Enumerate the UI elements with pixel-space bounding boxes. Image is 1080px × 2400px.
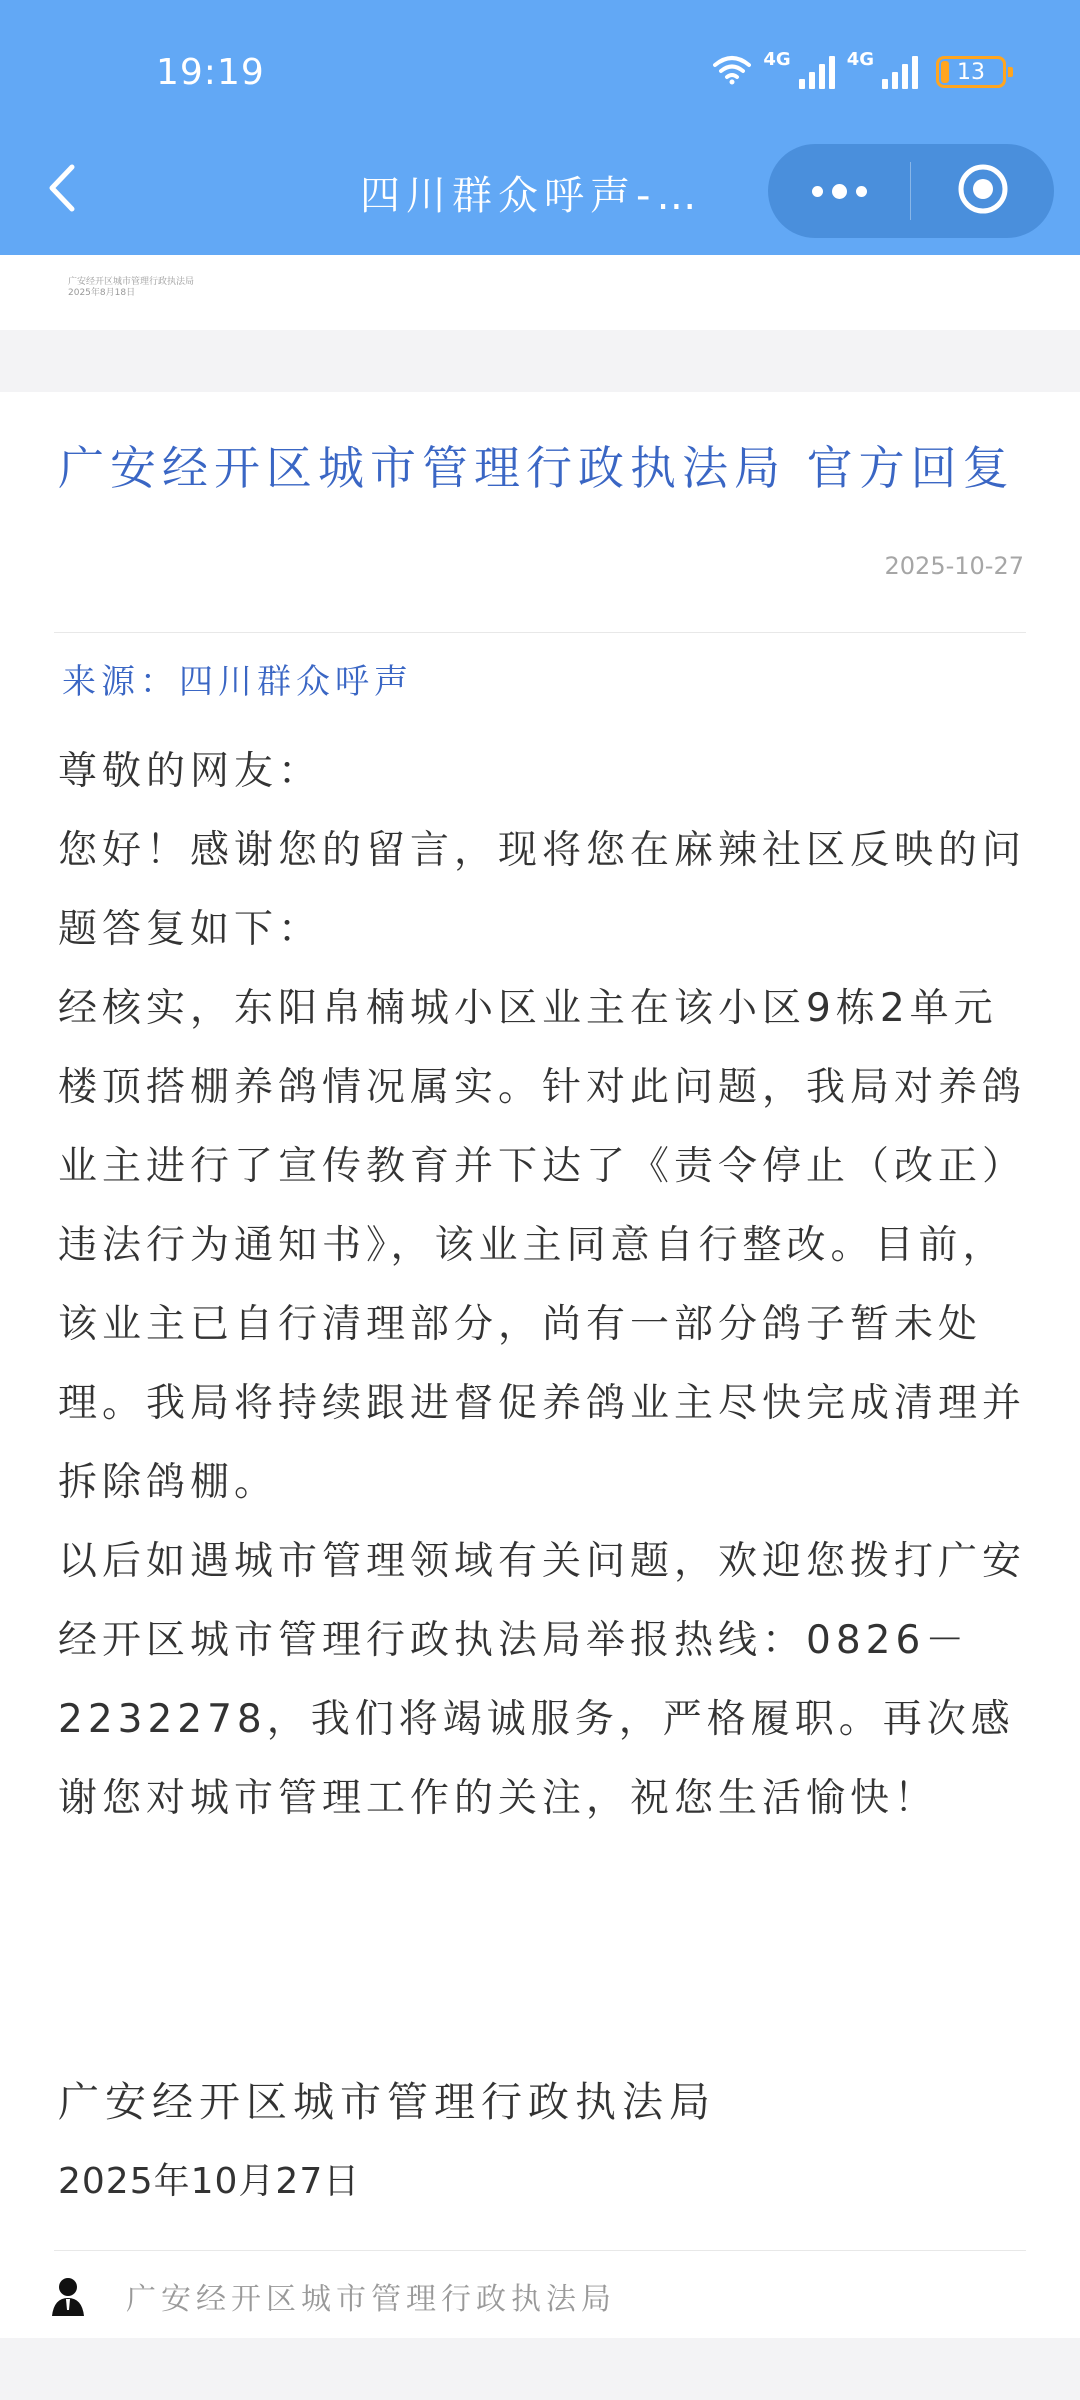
reply-paragraph: 尊敬的网友： — [58, 749, 323, 794]
battery-icon — [936, 56, 1006, 88]
signature — [58, 2062, 716, 2222]
previous-card-caption: 广安经开区城市管理行政执法局 2025年8月18日 — [68, 277, 195, 298]
reply-paragraph: 您好！感谢您的留言，现将您在麻辣社区反映的问题答复如下： — [58, 828, 1027, 952]
reply-paragraph: 以后如遇城市管理领域有关问题，欢迎您拨打广安经开区城市管理行政执法局举报热线：0826－2232278，我们将竭诚服务，严格履职。再次感谢您对城市管理工作的关注，祝您生活愉快！ — [58, 1539, 1027, 1821]
reply-card — [0, 392, 1080, 2338]
more-button[interactable] — [768, 144, 910, 238]
more-dots-icon — [812, 184, 867, 199]
signal-icon-2 — [882, 55, 918, 89]
page-title: 四川群众呼声-… — [360, 173, 703, 219]
reply-date: 2025-10-27 — [884, 552, 1024, 580]
close-button[interactable] — [911, 144, 1054, 238]
signature-date: 2025年10月27日 — [58, 2161, 361, 2202]
signal-icon-1 — [799, 55, 835, 89]
network-type-2: 4G — [846, 49, 874, 70]
battery-level: 13 — [957, 59, 985, 85]
signature-org: 广安经开区城市管理行政执法局 — [58, 2078, 716, 2126]
header-divider — [54, 632, 1026, 633]
reply-body — [58, 732, 1038, 1838]
status-icons — [713, 48, 1006, 96]
publisher-row[interactable] — [50, 2274, 616, 2318]
top-bar — [0, 0, 1080, 255]
reply-paragraph: 经核实，东阳帛楠城小区业主在该小区9栋2单元楼顶搭棚养鸽情况属实。针对此问题，我局对养鸽业主进行了宣传教育并下达了《责令停止（改正）违法行为通知书》，该业主同意自行整改。目前，该业主已自行清理部分，尚有一部分鸽子暂未处理。我局将持续跟进督促养鸽业主尽快完成清理并拆除鸽棚。 — [58, 986, 1027, 1505]
publisher-name: 广安经开区城市管理行政执法局 — [126, 2282, 616, 2317]
footer-divider — [54, 2250, 1026, 2251]
status-time: 19:19 — [156, 52, 265, 93]
miniprogram-capsule — [768, 144, 1054, 238]
wifi-icon — [713, 55, 751, 89]
reply-title: 广安经开区城市管理行政执法局 官方回复 — [58, 441, 1015, 495]
official-avatar-icon — [50, 2276, 86, 2316]
network-type-1: 4G — [763, 49, 791, 70]
back-button[interactable] — [34, 158, 88, 222]
close-target-icon — [956, 162, 1010, 220]
reply-source: 来源：四川群众呼声 — [62, 662, 413, 702]
back-arrow-icon — [46, 163, 76, 217]
previous-card — [0, 255, 1080, 330]
